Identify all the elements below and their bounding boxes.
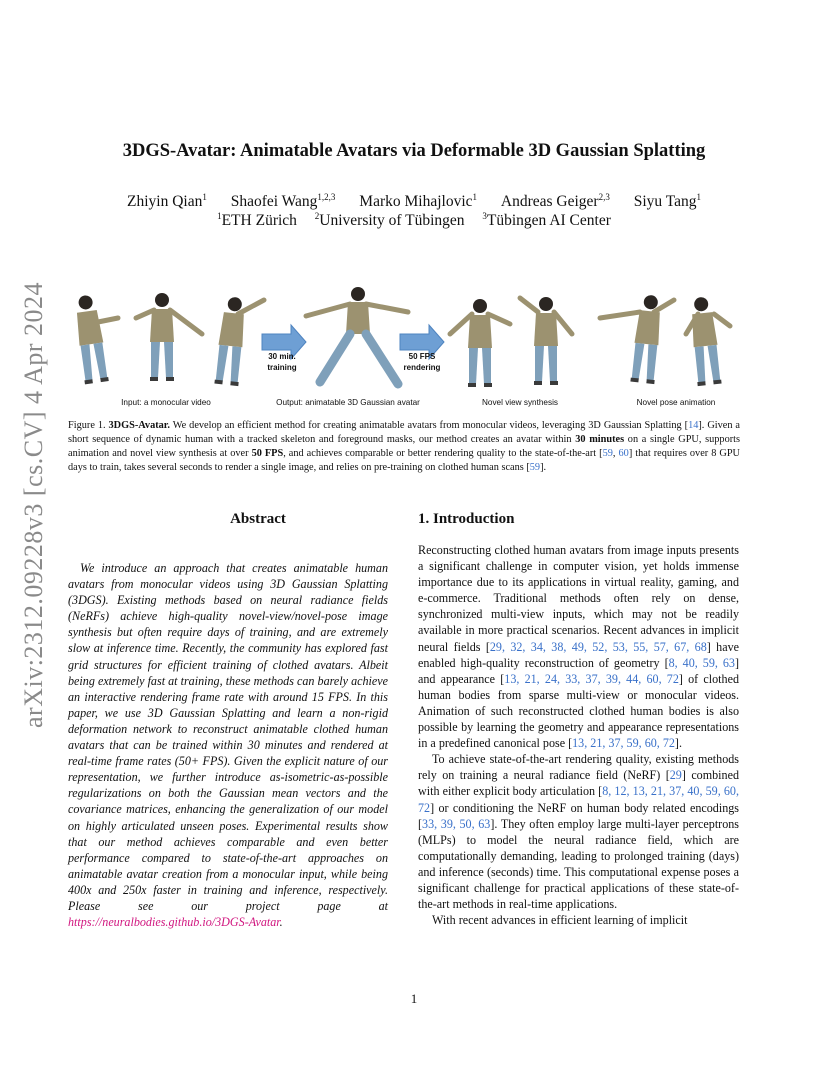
- affiliation: $^2$University of Tübingen: [314, 211, 465, 229]
- intro-paragraph: Reconstructing clothed human avatars from image inputs presents a significant challenge in computer vision, yet holds immense importance due to its applications in virtual reality, gaming, and e-commerce. Traditional methods often rely on dense, synchronized multi-view inputs, which may not be readily available in more practical scenarios. Recent advances in implicit neural fields [29, 32, 34, 38, 49, 52, 53, 55, 57, 67, 68] have enabled high-quality reconstruction of geometry [8, 40, 59, 63] and appearance [13, 21, 24, 33, 37, 39, 44, 60, 72] of clothed human bodies from sparse multi-view or monocular videos. Animation of such reconstructed clothed human bodies is also possible by learning the geometry and appearance representations in a predefined canonical pose [13, 21, 37, 59, 60, 72].: [418, 543, 739, 751]
- citation-link[interactable]: 8, 12, 13, 21, 37, 40, 59, 60, 72: [418, 784, 739, 815]
- introduction-heading: 1. Introduction: [418, 511, 515, 527]
- figure-label-novel-view: Novel view synthesis: [482, 398, 558, 407]
- affiliation: $^1$ETH Zürich: [217, 211, 297, 229]
- person-icon: [214, 296, 264, 386]
- intro-paragraph: To achieve state-of-the-art rendering quality, existing methods rely on training a neural radiance field (NeRF) [29] combined with either explicit body articulation [8, 12, 13, 21, 37, 40, 59, 60, 72] or conditioning the NeRF on human body related encodings [33, 39, 50, 63]. They often employ large multi-layer perceptrons (MLPs) to model the neural radiance field, which are computationally demanding, leading to prolonged training (days) and inference (seconds) time. This computational expense poses a significant challenge for practical applications of these state-of-the-art methods in real-time applications.: [418, 752, 740, 912]
- project-page-link[interactable]: https://neuralbodies.github.io/3DGS-Avatar: [68, 915, 280, 930]
- person-icon: [686, 296, 730, 386]
- arrow1-line1: 30 min.: [268, 352, 296, 361]
- citation-link[interactable]: 29: [669, 768, 682, 783]
- author: Andreas Geiger$^{2,3}$: [500, 192, 610, 210]
- citation-link[interactable]: 13, 21, 37, 59, 60, 72: [572, 736, 675, 751]
- person-icon: [450, 299, 510, 387]
- figure-label-input: Input: a monocular video: [121, 398, 211, 407]
- page-number: 1: [410, 991, 418, 1006]
- citation-link[interactable]: 33, 39, 50, 63: [422, 816, 491, 831]
- author-list: [60, 193, 768, 211]
- person-icon: [73, 294, 118, 384]
- person-icon: [600, 294, 674, 384]
- teaser-figure-graphic: [70, 278, 750, 412]
- author: Zhiyin Qian$^1$: [126, 192, 207, 210]
- author: Marko Mihajlovic$^1$: [359, 192, 478, 210]
- affiliation: $^3$Tübingen AI Center: [482, 211, 611, 229]
- intro-paragraph: With recent advances in efficient learning of implicit: [432, 913, 688, 928]
- arrow2-line2: rendering: [403, 363, 441, 372]
- abstract-heading: Abstract: [230, 511, 286, 527]
- teaser-figure: [70, 278, 750, 412]
- citation-link[interactable]: 29, 32, 34, 38, 49, 52, 53, 55, 57, 67, 68: [489, 639, 707, 654]
- citation-link[interactable]: 60: [618, 448, 629, 460]
- citation-link[interactable]: 14: [688, 420, 699, 431]
- author: Shaofei Wang$^{1,2,3}$: [230, 192, 336, 210]
- paper-title: 3DGS-Avatar: Animatable Avatars via Deformable 3D Gaussian Splatting: [122, 141, 706, 161]
- citation-link[interactable]: 59: [602, 448, 613, 460]
- affiliation-list: [60, 212, 768, 230]
- figure-caption: Figure 1. 3DGS-Avatar. We develop an efficient method for creating animatable avatars from monocular videos, leveraging 3D Gaussian Splatting [14]. Given a short sequence of dynamic human with a tracked skeleton and foreground masks, our method creates an avatar within 30 minutes on a single GPU, supports animation and novel view synthesis at over 50 FPS, and achieves comparable or better rendering quality to the state-of-the-art [59, 60] that requires over 8 GPU days to train, takes several seconds to render a single image, and relies on pre-training on clothed human scans [59].: [68, 420, 741, 474]
- abstract-text: We introduce an approach that creates animatable human avatars from monocular videos using 3D Gaussian Splatting (3DGS). Existing methods based on neural radiance fields (NeRFs) achieve high-quality novel-view/novel-pose image synthesis but often require days of training, and are extremely slow at inference time. Recently, the community has explored fast grid structures for efficient training of clothed avatars. Albeit being extremely fast at training, these methods can barely achieve an interactive rendering frame rate with around 15 FPS. In this paper, we use 3D Gaussian Splatting and learn a non-rigid deformation network to reconstruct animatable clothed human avatars that can be trained within 30 minutes and rendered at real-time frame rates (50+ FPS). Given the explicit nature of our representation, we further introduce as-isometric-as-possible regularizations on both the Gaussian mean vectors and the covariance matrices, enhancing the generalization of our model on highly articulated unseen poses. Experimental results show that our method achieves comparable and even better performance compared to state-of-the-art approaches on animatable avatar creation from a monocular input, while being 400x and 250x faster in training and inference, respectively. Please see our project page at https://neuralbodies.github.io/3DGS-Avatar.: [68, 561, 388, 930]
- citation-link[interactable]: 13, 21, 24, 33, 37, 39, 44, 60, 72: [504, 671, 679, 686]
- arrow2-line1: 50 FPS: [408, 352, 436, 361]
- introduction-body: [418, 542, 739, 928]
- arrow1-line2: training: [267, 363, 297, 372]
- person-icon: [136, 293, 202, 381]
- arxiv-stamp-text: arXiv:2312.09228v3 [cs.CV] 4 Apr 2024: [19, 281, 48, 729]
- figure-label-output: Output: animatable 3D Gaussian avatar: [276, 398, 420, 407]
- figure-label-novel-pose: Novel pose animation: [636, 398, 716, 407]
- avatar-icon: [306, 287, 408, 384]
- citation-link[interactable]: 59: [529, 462, 541, 474]
- author: Siyu Tang$^1$: [633, 192, 702, 210]
- arxiv-stamp: [14, 281, 54, 729]
- citation-link[interactable]: 8, 40, 59, 63: [668, 655, 735, 670]
- person-icon: [520, 297, 572, 385]
